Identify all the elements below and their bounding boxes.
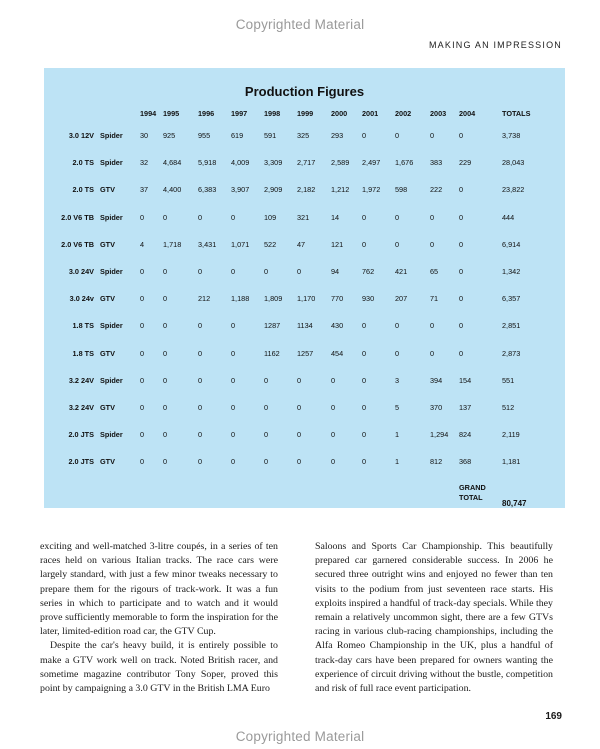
- value-cell: 925: [163, 131, 176, 141]
- year-header: 1998: [264, 109, 281, 118]
- value-cell: 0: [163, 375, 168, 385]
- value-cell: 598: [395, 185, 408, 195]
- value-cell: 0: [362, 402, 367, 412]
- value-cell: 207: [395, 294, 408, 304]
- total-cell: 23,822: [502, 185, 525, 195]
- value-cell: 955: [198, 131, 211, 141]
- model-cell: 2.0 JTS: [68, 457, 94, 467]
- value-cell: 0: [231, 430, 236, 440]
- value-cell: 30: [140, 131, 149, 141]
- value-cell: 0: [395, 131, 400, 141]
- total-cell: 3,738: [502, 131, 521, 141]
- year-header: 1996: [198, 109, 215, 118]
- table-row: [50, 285, 552, 312]
- value-cell: 154: [459, 375, 472, 385]
- value-cell: 6,383: [198, 185, 217, 195]
- value-cell: 0: [163, 402, 168, 412]
- total-cell: 6,914: [502, 239, 521, 249]
- value-cell: 0: [140, 430, 145, 440]
- body-cell: GTV: [100, 457, 115, 467]
- value-cell: 0: [459, 212, 464, 222]
- value-cell: 1,071: [231, 239, 250, 249]
- model-cell: 2.0 V6 TB: [61, 212, 94, 222]
- value-cell: 2,182: [297, 185, 316, 195]
- value-cell: 0: [140, 457, 145, 467]
- total-cell: 28,043: [502, 158, 525, 168]
- model-cell: 2.0 TS: [72, 185, 94, 195]
- value-cell: 1134: [297, 321, 313, 331]
- value-cell: 65: [430, 267, 439, 277]
- value-cell: 0: [198, 348, 203, 358]
- model-cell: 2.0 JTS: [68, 430, 94, 440]
- value-cell: 1,809: [264, 294, 283, 304]
- value-cell: 4,684: [163, 158, 182, 168]
- value-cell: 1287: [264, 321, 281, 331]
- value-cell: 0: [264, 267, 269, 277]
- watermark-top: Copyrighted Material: [235, 17, 365, 32]
- value-cell: 0: [163, 430, 168, 440]
- body-cell: Spider: [100, 131, 123, 141]
- total-cell: 444: [502, 212, 515, 222]
- total-cell: 2,851: [502, 321, 521, 331]
- value-cell: 0: [297, 375, 302, 385]
- value-cell: 1,676: [395, 158, 414, 168]
- value-cell: 109: [264, 212, 277, 222]
- value-cell: 0: [362, 348, 367, 358]
- value-cell: 321: [297, 212, 310, 222]
- paragraph: exciting and well-matched 3-litre coupés, in a series of ten races held on various Italian tracks. The race cars were largely standard, with just a few minor tweaks necessary to prepare them for the rigours of track-work. It was a fun series in which to participate and to watch and it would prove sufficiently memorable to form the inspiration for the later, limited-edition road car, the GTV Cup.: [40, 541, 278, 638]
- value-cell: 0: [140, 375, 145, 385]
- value-cell: 370: [430, 402, 443, 412]
- value-cell: 0: [459, 185, 464, 195]
- value-cell: 0: [459, 348, 464, 358]
- value-cell: 0: [459, 239, 464, 249]
- right-text-column: [315, 540, 553, 696]
- value-cell: 0: [198, 430, 203, 440]
- value-cell: 1,212: [331, 185, 350, 195]
- year-header: 1995: [163, 109, 180, 118]
- value-cell: 1: [395, 430, 400, 440]
- value-cell: 0: [231, 402, 236, 412]
- model-cell: 3.2 24V: [68, 375, 94, 385]
- value-cell: 1,294: [430, 430, 449, 440]
- value-cell: 222: [430, 185, 443, 195]
- value-cell: 94: [331, 267, 340, 277]
- value-cell: 3,431: [198, 239, 217, 249]
- value-cell: 1162: [264, 348, 280, 358]
- value-cell: 0: [231, 375, 236, 385]
- table-row: [50, 231, 552, 258]
- value-cell: 0: [362, 131, 367, 141]
- grand-total-label: [459, 475, 502, 511]
- value-cell: 0: [231, 348, 236, 358]
- value-cell: 0: [331, 430, 336, 440]
- header-spacer: [100, 105, 140, 122]
- value-cell: 0: [163, 294, 168, 304]
- year-header: 2002: [395, 109, 412, 118]
- value-cell: 0: [362, 375, 367, 385]
- value-cell: 1257: [297, 348, 314, 358]
- value-cell: 0: [163, 212, 168, 222]
- value-cell: 522: [264, 239, 277, 249]
- body-cell: GTV: [100, 185, 115, 195]
- value-cell: 4: [140, 239, 145, 249]
- value-cell: 824: [459, 430, 472, 440]
- value-cell: 0: [331, 375, 336, 385]
- value-cell: 0: [459, 294, 464, 304]
- value-cell: 0: [395, 212, 400, 222]
- value-cell: 0: [264, 375, 269, 385]
- value-cell: 0: [459, 321, 464, 331]
- table-row: [50, 421, 552, 448]
- value-cell: 0: [264, 402, 269, 412]
- value-cell: 0: [140, 294, 145, 304]
- value-cell: 293: [331, 131, 344, 141]
- value-cell: 1,170: [297, 294, 316, 304]
- body-cell: GTV: [100, 294, 115, 304]
- value-cell: 14: [331, 212, 340, 222]
- value-cell: 0: [231, 267, 236, 277]
- value-cell: 37: [140, 185, 149, 195]
- value-cell: 0: [140, 402, 145, 412]
- body-cell: Spider: [100, 321, 123, 331]
- value-cell: 4,009: [231, 158, 250, 168]
- total-cell: 2,873: [502, 348, 521, 358]
- value-cell: 1,188: [231, 294, 250, 304]
- table-row: [50, 258, 552, 285]
- value-cell: 0: [297, 402, 302, 412]
- value-cell: 0: [163, 348, 168, 358]
- value-cell: 5: [395, 402, 400, 412]
- value-cell: 454: [331, 348, 344, 358]
- model-cell: 3.2 24V: [68, 402, 94, 412]
- value-cell: 325: [297, 131, 310, 141]
- value-cell: 0: [297, 267, 302, 277]
- model-cell: 3.0 24V: [68, 267, 94, 277]
- value-cell: 47: [297, 239, 306, 249]
- value-cell: 3,907: [231, 185, 250, 195]
- value-cell: 0: [198, 375, 203, 385]
- value-cell: 0: [163, 267, 168, 277]
- year-header: 1997: [231, 109, 248, 118]
- value-cell: 0: [459, 267, 464, 277]
- value-cell: 0: [331, 402, 336, 412]
- value-cell: 0: [198, 402, 203, 412]
- body-cell: Spider: [100, 212, 123, 222]
- body-cell: GTV: [100, 348, 115, 358]
- table-row: [50, 394, 552, 421]
- model-cell: 3.0 12V: [68, 131, 94, 141]
- total-cell: 2,119: [502, 430, 520, 440]
- model-cell: 2.0 TS: [72, 158, 94, 168]
- value-cell: 1: [395, 457, 400, 467]
- spacer-cell: [50, 475, 459, 511]
- value-cell: 0: [140, 212, 145, 222]
- total-cell: 512: [502, 402, 515, 412]
- value-cell: 0: [395, 321, 400, 331]
- table-row: [50, 176, 552, 203]
- value-cell: 421: [395, 267, 408, 277]
- total-cell: 1,342: [502, 267, 521, 277]
- body-cell: GTV: [100, 239, 115, 249]
- value-cell: 930: [362, 294, 375, 304]
- header-spacer: [50, 105, 100, 122]
- value-cell: 137: [459, 402, 472, 412]
- value-cell: 229: [459, 158, 472, 168]
- value-cell: 2,497: [362, 158, 381, 168]
- value-cell: 0: [362, 212, 367, 222]
- value-cell: 0: [198, 321, 203, 331]
- value-cell: 5,918: [198, 158, 217, 168]
- page-number: 169: [545, 711, 562, 722]
- grand-total-value: 80,747: [502, 499, 527, 509]
- total-cell: 1,181: [502, 457, 521, 467]
- table-title: Production Figures: [244, 84, 365, 99]
- body-cell: GTV: [100, 402, 115, 412]
- value-cell: 0: [198, 267, 203, 277]
- total-cell: 551: [502, 375, 515, 385]
- value-cell: 0: [362, 321, 367, 331]
- year-header: 1999: [297, 109, 314, 118]
- value-cell: 212: [198, 294, 211, 304]
- value-cell: 32: [140, 158, 149, 168]
- table-row: [50, 149, 552, 176]
- value-cell: 121: [331, 239, 344, 249]
- value-cell: 0: [395, 348, 400, 358]
- value-cell: 0: [198, 212, 203, 222]
- value-cell: 0: [163, 457, 168, 467]
- watermark-bottom: Copyrighted Material: [235, 729, 365, 744]
- model-cell: 2.0 V6 TB: [61, 239, 94, 249]
- value-cell: 2,717: [297, 158, 316, 168]
- value-cell: 762: [362, 267, 375, 277]
- value-cell: 3,309: [264, 158, 283, 168]
- value-cell: 430: [331, 321, 344, 331]
- year-header: 2001: [362, 109, 379, 118]
- value-cell: 770: [331, 294, 344, 304]
- model-cell: 3.0 24v: [69, 294, 94, 304]
- value-cell: 0: [297, 457, 302, 467]
- value-cell: 0: [264, 457, 269, 467]
- paragraph: Saloons and Sports Car Championship. This beautifully prepared car garnered considerable success. In 2006 he secured three outright wins and enjoyed no fewer than ten visits to the podium from just seventeen race starts. His exploits inspired a handful of track-day specials. While they remain a relatively uncommon sight, there are a few GTVs racing in various club-racing championships, including the Alfa Romeo Championship in the UK, plus a handful of track-day cars have been prepared for owners wanting the experience of circuit driving without the bustle, competition and risk of full race event participation.: [315, 541, 553, 695]
- value-cell: 0: [430, 321, 435, 331]
- value-cell: 0: [362, 239, 367, 249]
- value-cell: 0: [395, 239, 400, 249]
- value-cell: 3: [395, 375, 400, 385]
- value-cell: 2,589: [331, 158, 350, 168]
- table-row: [50, 122, 552, 149]
- year-header: 2003: [430, 109, 447, 118]
- table-row: [50, 312, 552, 339]
- value-cell: 2,909: [264, 185, 283, 195]
- body-cell: Spider: [100, 158, 123, 168]
- paragraph: Despite the car's heavy build, it is entirely possible to make a GTV work well on track. Noted British racer, and sometime magazine contributor Tony Soper, proved this point by campaigning a 3.0 GTV in the British LMA Euro: [40, 640, 278, 695]
- model-cell: 1.8 TS: [72, 321, 94, 331]
- value-cell: 0: [231, 212, 236, 222]
- running-head: MAKING AN IMPRESSION: [428, 40, 562, 50]
- value-cell: 394: [430, 375, 443, 385]
- value-cell: 0: [430, 131, 435, 141]
- table-row: [50, 340, 552, 367]
- value-cell: 591: [264, 131, 277, 141]
- grand-total-label-line: TOTAL: [459, 493, 483, 503]
- value-cell: 0: [430, 239, 435, 249]
- value-cell: 1,972: [362, 185, 381, 195]
- left-text-column: [40, 540, 278, 696]
- value-cell: 368: [459, 457, 472, 467]
- body-cell: Spider: [100, 375, 123, 385]
- body-cell: Spider: [100, 267, 123, 277]
- year-header: 2000: [331, 109, 348, 118]
- value-cell: 71: [430, 294, 439, 304]
- grand-total-row: [50, 475, 552, 511]
- totals-header: TOTALS: [502, 109, 531, 118]
- table-header-row: [50, 105, 552, 122]
- value-cell: 619: [231, 131, 244, 141]
- value-cell: 1,718: [163, 239, 182, 249]
- production-figures-panel: [44, 68, 565, 508]
- value-cell: 0: [430, 348, 435, 358]
- value-cell: 0: [198, 457, 203, 467]
- total-cell: 6,357: [502, 294, 521, 304]
- table-row: [50, 204, 552, 231]
- value-cell: 0: [297, 430, 302, 440]
- value-cell: 812: [430, 457, 443, 467]
- table-row: [50, 448, 552, 475]
- value-cell: 0: [163, 321, 168, 331]
- grand-total-label-line: GRAND: [459, 483, 486, 493]
- value-cell: 0: [459, 131, 464, 141]
- value-cell: 0: [231, 321, 236, 331]
- value-cell: 0: [362, 430, 367, 440]
- value-cell: 0: [140, 348, 145, 358]
- value-cell: 0: [140, 321, 145, 331]
- value-cell: 0: [231, 457, 236, 467]
- value-cell: 0: [430, 212, 435, 222]
- production-table: [50, 105, 552, 511]
- value-cell: 0: [331, 457, 336, 467]
- value-cell: 0: [362, 457, 367, 467]
- year-header: 2004: [459, 109, 476, 118]
- body-cell: Spider: [100, 430, 123, 440]
- model-cell: 1.8 TS: [72, 348, 94, 358]
- value-cell: 0: [264, 430, 269, 440]
- value-cell: 383: [430, 158, 443, 168]
- year-header: 1994: [140, 109, 157, 118]
- table-row: [50, 367, 552, 394]
- value-cell: 0: [140, 267, 145, 277]
- value-cell: 4,400: [163, 185, 182, 195]
